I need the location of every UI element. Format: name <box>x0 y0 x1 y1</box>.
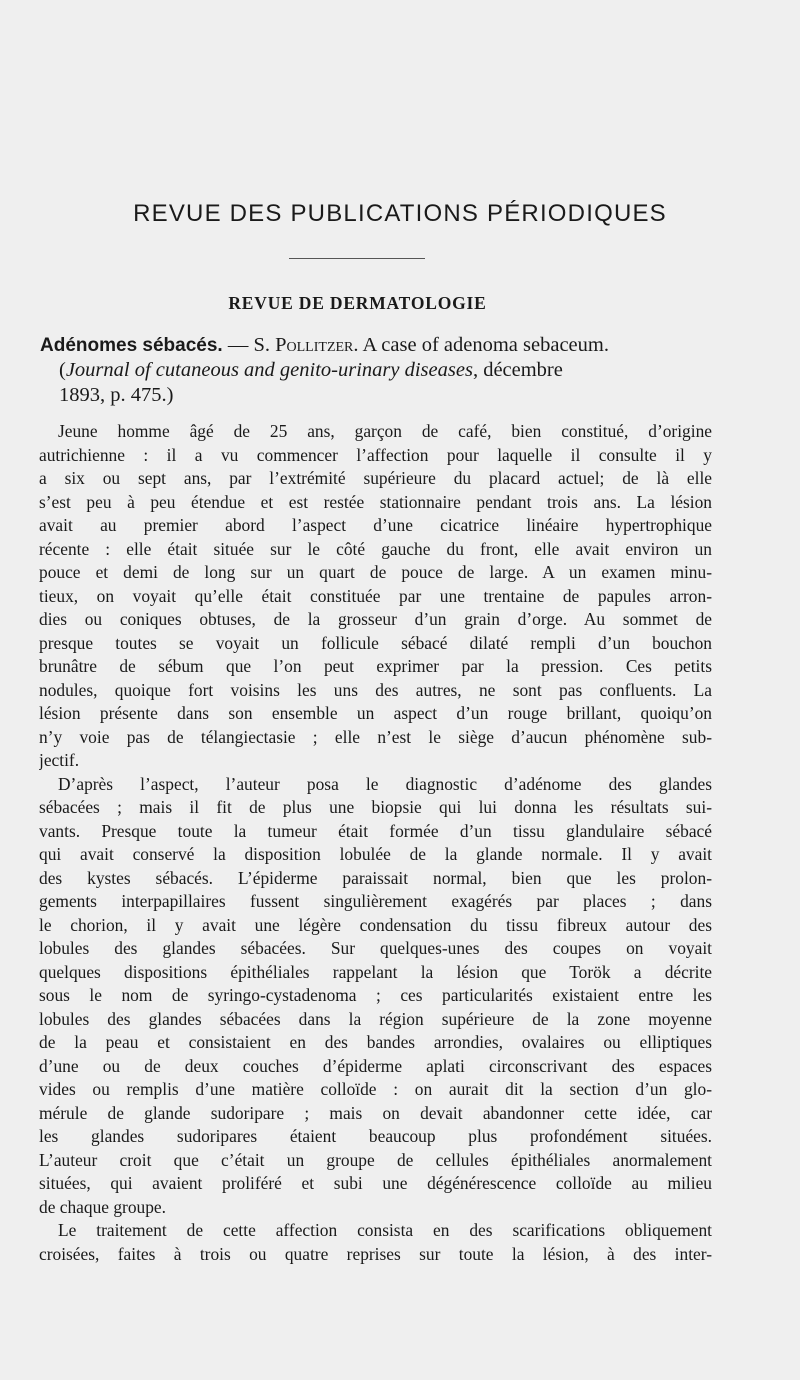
section-title: REVUE DES PUBLICATIONS PÉRIODIQUES <box>133 200 667 227</box>
body-line: brunâtre de sébum que l’on peut exprimer par la pression. Ces petits <box>39 656 712 676</box>
open-paren: ( <box>59 359 66 381</box>
body-line: croisées, faites à trois ou quatre reprises sur toute la lésion, à des inter- <box>39 1243 712 1264</box>
body-line: de chaque groupe. <box>39 1196 166 1217</box>
body-line: situées, qui avaient proliféré et subi une dégénérescence colloïde au milieu <box>39 1173 712 1193</box>
body-line: tieux, on voyait qu’elle était constituée par une trentaine de papules arron- <box>39 585 712 606</box>
title-divider <box>289 258 425 259</box>
article-title: Adénomes sébacés. <box>40 335 223 356</box>
citation-line-1 <box>40 333 712 358</box>
body-line: les glandes sudoripares étaient beaucoup plus profondément situées. <box>39 1126 712 1146</box>
citation-line-2 <box>40 358 712 383</box>
subsection-title: REVUE DE DERMATOLOGIE <box>228 293 487 313</box>
body-line: vants. Presque toute la tumeur était formée d’un tissu glandulaire sébacé <box>39 820 712 841</box>
body-line: a six ou sept ans, par l’extrémité supérieure du placard actuel; de là elle <box>39 468 712 488</box>
author-name: Pollitzer. <box>275 334 359 356</box>
body-line: sous le nom de syringo-cystadenoma ; ces particularités existaient entre les <box>39 985 712 1005</box>
body-line: d’une ou de deux couches d’épiderme aplati circonscrivant des espaces <box>39 1055 712 1076</box>
body-line: qui avait conservé la disposition lobulée de la glande normale. Il y avait <box>39 844 712 864</box>
body-line: lésion présente dans son ensemble un aspect d’un rouge brillant, quoiqu’on <box>39 703 712 723</box>
article-citation <box>40 333 712 408</box>
body-line: mérule de glande sudoripare ; mais on devait abandonner cette idée, car <box>39 1102 712 1123</box>
body-line: n’y voie pas de télangiectasie ; elle n’est le siège d’aucun phénomène sub- <box>39 726 712 747</box>
journal-name: Journal of cutaneous and genito-urinary diseases <box>65 359 473 381</box>
body-line: jectif. <box>39 750 80 770</box>
article-body <box>39 420 712 1266</box>
citation-date: , décembre <box>472 359 563 381</box>
body-line: s’est peu à peu étendue et est restée stationnaire pendant trois ans. La lésion <box>39 491 712 512</box>
body-line: lobules des glandes sébacées dans la région supérieure de la zone moyenne <box>39 1008 712 1029</box>
body-line: L’auteur croit que c’était un groupe de cellules épithéliales anormalement <box>39 1149 712 1170</box>
body-line: sébacées ; mais il fit de plus une biopsie qui lui donna les résultats sui- <box>39 797 712 817</box>
body-line: Le traitement de cette affection consista en des scarifications obliquement <box>58 1220 712 1240</box>
citation-dash: — S. <box>222 334 276 356</box>
body-line: quelques dispositions épithéliales rappelant la lésion que Torök a décrite <box>39 961 712 982</box>
body-line: des kystes sébacés. L’épiderme paraissait normal, bien que les prolon- <box>39 867 712 888</box>
body-line: lobules des glandes sébacées. Sur quelques-unes des coupes on voyait <box>39 938 712 958</box>
citation-line-3: 1893, p. 475.) <box>59 384 174 406</box>
body-line: D’après l’aspect, l’auteur posa le diagnostic d’adénome des glandes <box>58 773 712 794</box>
body-line: Jeune homme âgé de 25 ans, garçon de café, bien constitué, d’origine <box>58 421 712 441</box>
body-line: dies ou coniques obtuses, de la grosseur d’un grain d’orge. Au sommet de <box>39 609 712 629</box>
body-line: vides ou remplis d’une matière colloïde : on aurait dit la section d’un glo- <box>39 1079 712 1099</box>
body-line: presque toutes se voyait un follicule sébacé dilaté rempli d’un bouchon <box>39 632 712 653</box>
body-line: le chorion, il y avait une légère condensation du tissu fibreux autour des <box>39 914 712 935</box>
body-line: autrichienne : il a vu commencer l’affection pour laquelle il consulte il y <box>39 444 712 465</box>
body-line: gements interpapillaires fussent singulièrement exagérés par places ; dans <box>39 891 712 911</box>
body-line: nodules, quoique fort voisins les uns des autres, ne sont pas confluents. La <box>39 679 712 700</box>
body-line: avait au premier abord l’aspect d’une cicatrice linéaire hypertrophique <box>39 515 712 535</box>
english-title: A case of adenoma sebaceum. <box>358 334 609 356</box>
body-line: pouce et demi de long sur un quart de pouce de large. A un examen minu- <box>39 562 712 582</box>
body-line: récente : elle était située sur le côté gauche du front, elle avait environ un <box>39 538 712 559</box>
body-line: de la peau et consistaient en des bandes arrondies, ovalaires ou elliptiques <box>39 1032 712 1052</box>
